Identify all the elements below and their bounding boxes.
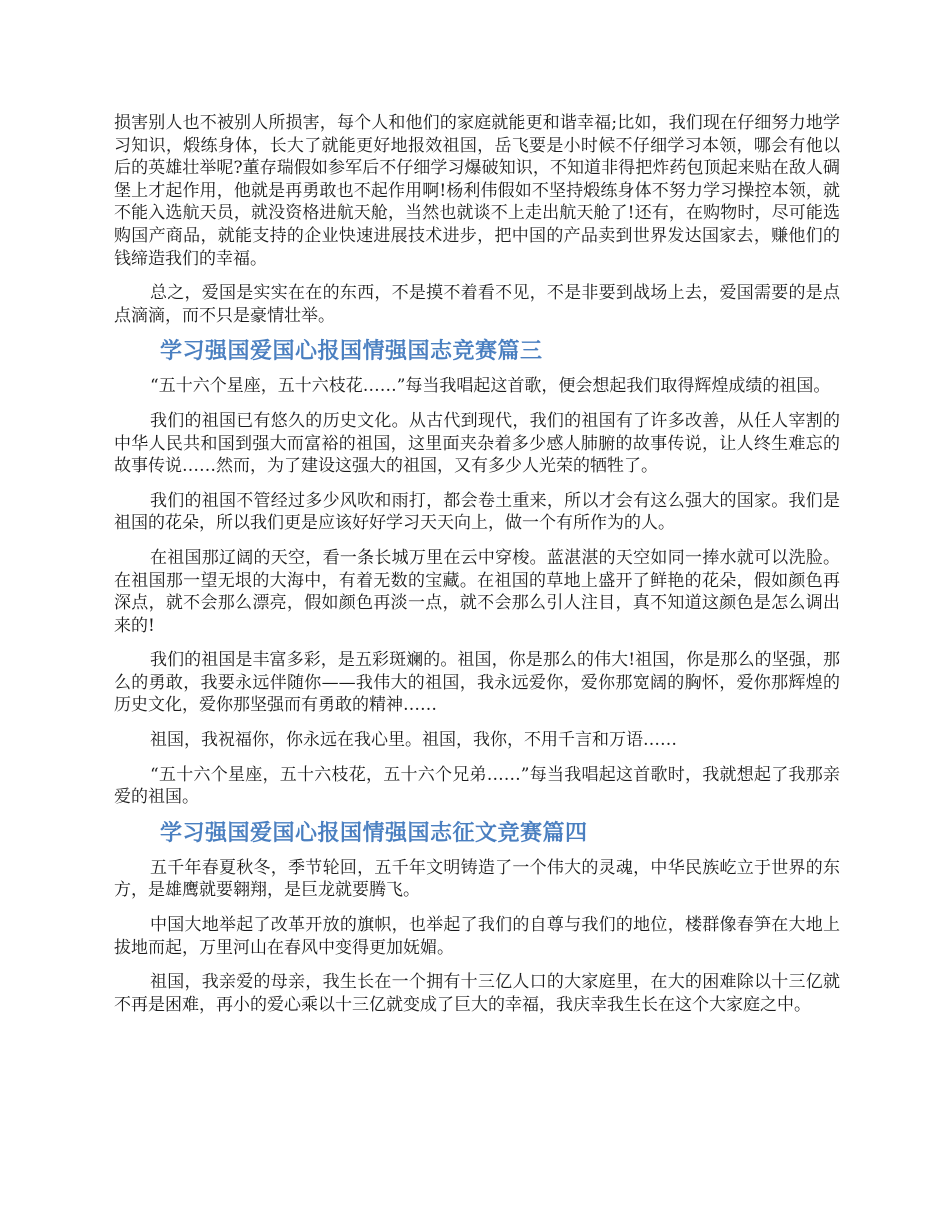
paragraph: 祖国，我祝福你，你永远在我心里。祖国，我你，不用千言和万语…… bbox=[150, 730, 677, 751]
paragraph: 五千年春夏秋冬，季节轮回，五千年文明铸造了一个伟大的灵魂，中华民族屹立于世界的东方，是雄鹰就要翱翔，是巨龙就要腾飞。 bbox=[114, 857, 840, 901]
paragraph: 在祖国那辽阔的天空，看一条长城万里在云中穿梭。蓝湛湛的天空如同一捧水就可以洗脸。在祖国那一望无垠的大海中，有着无数的宝藏。在祖国的草地上盛开了鲜艳的花朵，假如颜色再深点，就不会那么漂亮，假如颜色再淡一点，就不会那么引人注目，真不知道这颜色是怎么调出来的! bbox=[114, 547, 840, 636]
paragraph: 我们的祖国是丰富多彩，是五彩斑斓的。祖国，你是那么的伟大!祖国，你是那么的坚强，那么的勇敢，我要永远伴随你——我伟大的祖国，我永远爱你，爱你那宽阔的胸怀，爱你那辉煌的历史文化，爱你那坚强而有勇敢的精神…… bbox=[114, 650, 840, 716]
paragraph: “五十六个星座，五十六枝花……”每当我唱起这首歌，便会想起我们取得辉煌成绩的祖国。 bbox=[150, 376, 831, 397]
paragraph: 中国大地举起了改革开放的旗帜，也举起了我们的自尊与我们的地位，楼群像春笋在大地上拔地而起，万里河山在春风中变得更加妩媚。 bbox=[114, 915, 840, 958]
document-page bbox=[114, 112, 840, 1028]
section-heading: 学习强国爱国心报国情强国志竞赛篇三 bbox=[160, 339, 543, 365]
paragraph: 祖国，我亲爱的母亲，我生长在一个拥有十三亿人口的大家庭里，在大的困难除以十三亿就不再是困难，再小的爱心乘以十三亿就变成了巨大的幸福，我庆幸我生长在这个大家庭之中。 bbox=[114, 972, 840, 1015]
paragraph: 我们的祖国不管经过多少风吹和雨打，都会卷土重来，所以才会有这么强大的国家。我们是祖国的花朵，所以我们更是应该好好学习天天向上，做一个有所作为的人。 bbox=[114, 490, 840, 534]
section-heading: 学习强国爱国心报国情强国志征文竞赛篇四 bbox=[160, 820, 588, 846]
paragraph: 损害别人也不被别人所损害，每个人和他们的家庭就能更和谐幸福;比如，我们现在仔细努力地学习知识，煅练身体，长大了就能更好地报效祖国，岳飞要是小时候不仔细学习本领，哪会有他以后的英雄壮举呢?董存瑞假如参军后不仔细学习爆破知识，不知道非得把炸药包顶起来贴在敌人碉堡上才起作用，他就是再勇敢也不起作用啊!杨利伟假如不坚持煅练身体不努力学习操控本领，就不能入选航天员，就没资格进航天舱，当然也就谈不上走出航天舱了!还有，在购物时，尽可能选购国产商品，就能支持的企业快速进展技术进步，把中国的产品卖到世界发达国家去，赚他们的钱缔造我们的幸福。 bbox=[114, 113, 840, 269]
paragraph: “五十六个星座，五十六枝花，五十六个兄弟……”每当我唱起这首歌时，我就想起了我那亲爱的祖国。 bbox=[114, 764, 840, 808]
paragraph: 总之，爱国是实实在在的东西，不是摸不着看不见，不是非要到战场上去，爱国需要的是点点滴滴，而不只是豪情壮举。 bbox=[114, 283, 840, 326]
paragraph: 我们的祖国已有悠久的历史文化。从古代到现代，我们的祖国有了许多改善，从任人宰割的中华人民共和国到强大而富裕的祖国，这里面夹杂着多少感人肺腑的故事传说，让人终生难忘的故事传说……然而，为了建设这强大的祖国，又有多少人光荣的牺牲了。 bbox=[114, 410, 840, 477]
